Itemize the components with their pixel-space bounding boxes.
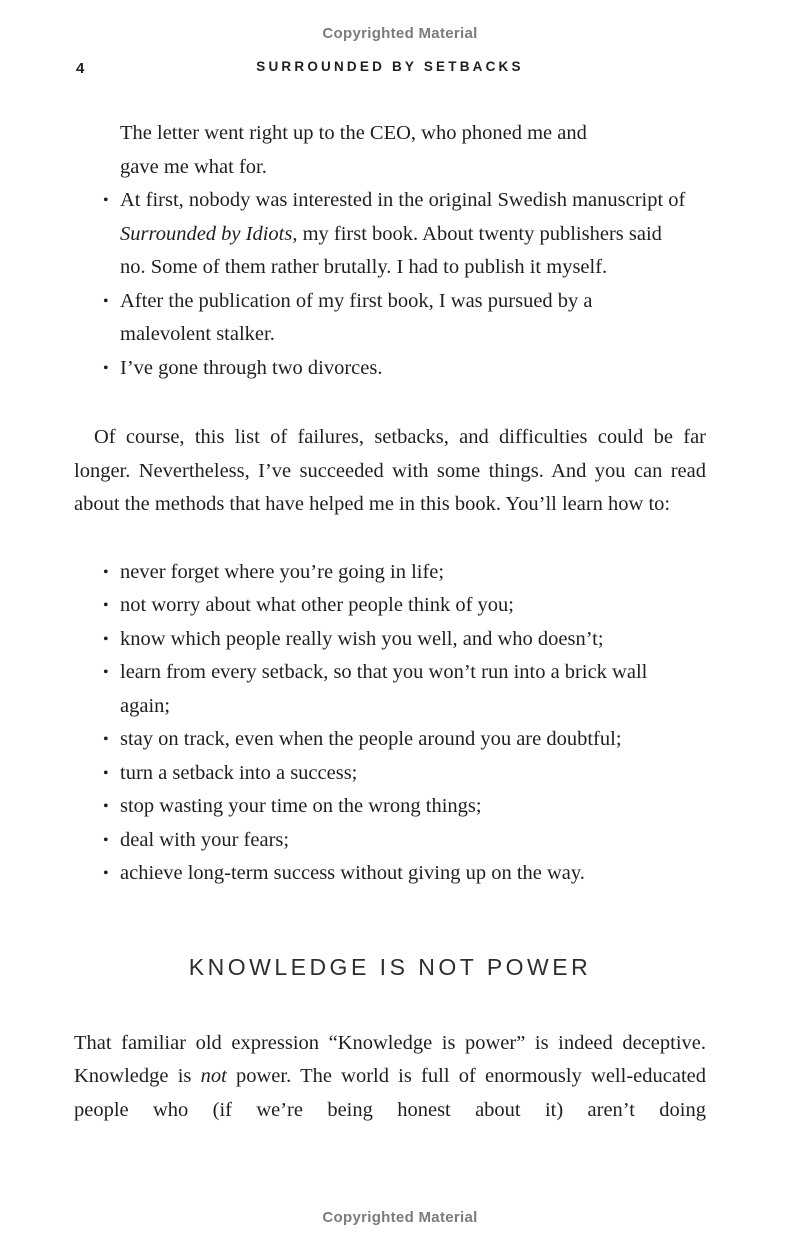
list-item: • stay on track, even when the people around you are doubtful; — [74, 723, 686, 757]
list-item: • not worry about what other people think of you; — [74, 589, 686, 623]
list-item: • learn from every setback, so that you won’t run into a brick wall again; — [74, 656, 686, 723]
body-text-column — [74, 117, 706, 1127]
bullet-continuation-text: The letter went right up to the CEO, who phoned me and gave me what for. — [120, 122, 587, 178]
list-item: • At first, nobody was interested in the original Swedish manuscript of Surrounded by Idiots, my first book. About twenty publishers said no. Some of them rather brutally. I had to publish it myself. — [74, 184, 686, 285]
list-item: • After the publication of my first book, I was pursued by a malevolent stalker. — [74, 285, 686, 352]
running-header: SURROUNDED BY SETBACKS — [256, 59, 524, 74]
copyright-notice-bottom: Copyrighted Material — [322, 1209, 478, 1226]
list-item: • achieve long-term success without giving up on the way. — [74, 857, 686, 891]
list-item: • turn a setback into a success; — [74, 757, 686, 791]
list-item: • know which people really wish you well, and who doesn’t; — [74, 623, 686, 657]
methods-list — [74, 556, 706, 891]
failures-list — [74, 184, 706, 385]
copyright-notice-top: Copyrighted Material — [322, 25, 478, 42]
list-item: • deal with your fears; — [74, 824, 686, 858]
list-item: • never forget where you’re going in life; — [74, 556, 686, 590]
page-number: 4 — [76, 60, 85, 77]
intro-paragraph: Of course, this list of failures, setbacks, and difficulties could be far longer. Nevertheless, I’ve succeeded with some things. And you can read about the methods that have helped me in this book. You’ll learn how to: — [74, 426, 706, 515]
section-heading: KNOWLEDGE IS NOT POWER — [188, 953, 592, 980]
list-item: • I’ve gone through two divorces. — [74, 352, 686, 386]
list-item: • stop wasting your time on the wrong things; — [74, 790, 686, 824]
page-header — [74, 59, 706, 79]
knowledge-paragraph: That familiar old expression “Knowledge is power” is indeed deceptive. Knowledge is not power. The world is full of enormously well-educated people who (if we’re being honest about it) aren’t doing — [74, 1031, 706, 1121]
